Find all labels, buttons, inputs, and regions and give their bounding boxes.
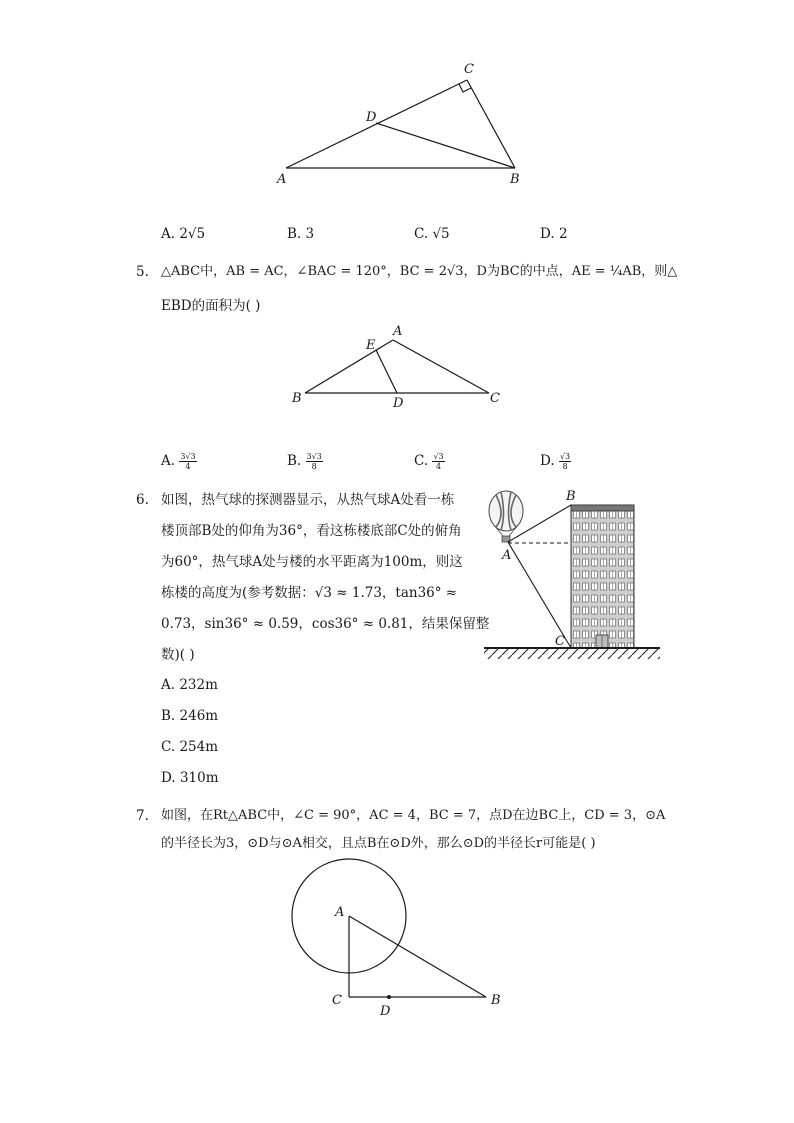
q5-option-c: C. $\frac{√3}{4}$ xyxy=(414,452,444,471)
q5-stem-line2: EBD的面积为( ) xyxy=(161,298,261,314)
q6-stem-line5: 0.73，sin36° ≈ 0.59，cos36° ≈ 0.81，结果保留整 xyxy=(161,616,490,632)
label-q7-b: B xyxy=(491,993,501,1008)
q4-option-b: B. 3 xyxy=(287,226,315,242)
label-q4-c: C xyxy=(464,62,474,77)
label-q5-b: B xyxy=(292,391,302,406)
q6-option-d: D. 310m xyxy=(161,770,219,786)
q5-option-a: A. $\frac{3√3}{4}$ xyxy=(161,452,196,471)
figure-q7-circle-triangle xyxy=(280,858,520,1028)
q7-stem-line2: 的半径长为3，⊙D与⊙A相交，且点B在⊙D外，那么⊙D的半径长r可能是( ) xyxy=(161,836,596,851)
point-d xyxy=(387,995,391,999)
label-q5-a: A xyxy=(393,324,403,339)
q4-option-d: D. 2 xyxy=(540,226,568,242)
label-q5-e: E xyxy=(366,338,376,353)
q7-number: 7. xyxy=(136,808,149,824)
q6-option-c: C. 254m xyxy=(161,739,219,755)
q4-option-c: C. √5 xyxy=(414,226,450,242)
label-q5-c: C xyxy=(490,391,500,406)
q6-option-a: A. 232m xyxy=(161,677,218,693)
label-q7-a: A xyxy=(335,905,345,920)
label-q4-d: D xyxy=(366,110,377,125)
label-q4-a: A xyxy=(277,172,287,187)
hot-air-balloon-icon xyxy=(489,491,523,542)
q6-number: 6. xyxy=(136,492,149,508)
label-q6-b: B xyxy=(566,489,576,504)
q6-stem-line4: 栋楼的高度为(参考数据：√3 ≈ 1.73，tan36° ≈ xyxy=(161,585,458,601)
q7-stem-line1: 如图，在Rt△ABC中，∠C = 90°，AC = 4，BC = 7，点D在边BC上，CD = 3，⊙A xyxy=(161,808,666,823)
q6-stem-line1: 如图，热气球的探测器显示，从热气球A处看一栋 xyxy=(161,492,455,508)
ground xyxy=(484,648,660,659)
figure-q6-balloon-building xyxy=(482,485,664,665)
q6-stem-line6: 数)( ) xyxy=(161,647,195,663)
label-q7-d: D xyxy=(380,1004,391,1019)
q5-option-b: B. $\frac{3√3}{8}$ xyxy=(287,452,322,471)
label-q7-c: C xyxy=(332,993,342,1008)
q4-option-a: A. 2√5 xyxy=(161,226,206,242)
figure-q4-triangle xyxy=(270,55,540,195)
q5-option-d: D. $\frac{√3}{8}$ xyxy=(540,452,571,471)
label-q6-c: C xyxy=(555,634,565,649)
q6-stem-line2: 楼顶部B处的仰角为36°，看这栋楼底部C处的俯角 xyxy=(161,523,462,539)
figure-q5-triangle xyxy=(285,318,510,414)
label-q5-d: D xyxy=(393,396,404,411)
label-q4-b: B xyxy=(510,172,520,187)
building xyxy=(571,505,634,648)
q5-number: 5. xyxy=(136,264,149,280)
q6-option-b: B. 246m xyxy=(161,708,219,724)
q6-stem-line3: 为60°，热气球A处与楼的水平距离为100m，则这 xyxy=(161,554,463,570)
q5-stem-line1: △ABC中，AB = AC，∠BAC = 120°，BC = 2√3，D为BC的中点，AE = ¼AB，则△ xyxy=(161,264,678,279)
label-q6-a: A xyxy=(502,548,512,563)
